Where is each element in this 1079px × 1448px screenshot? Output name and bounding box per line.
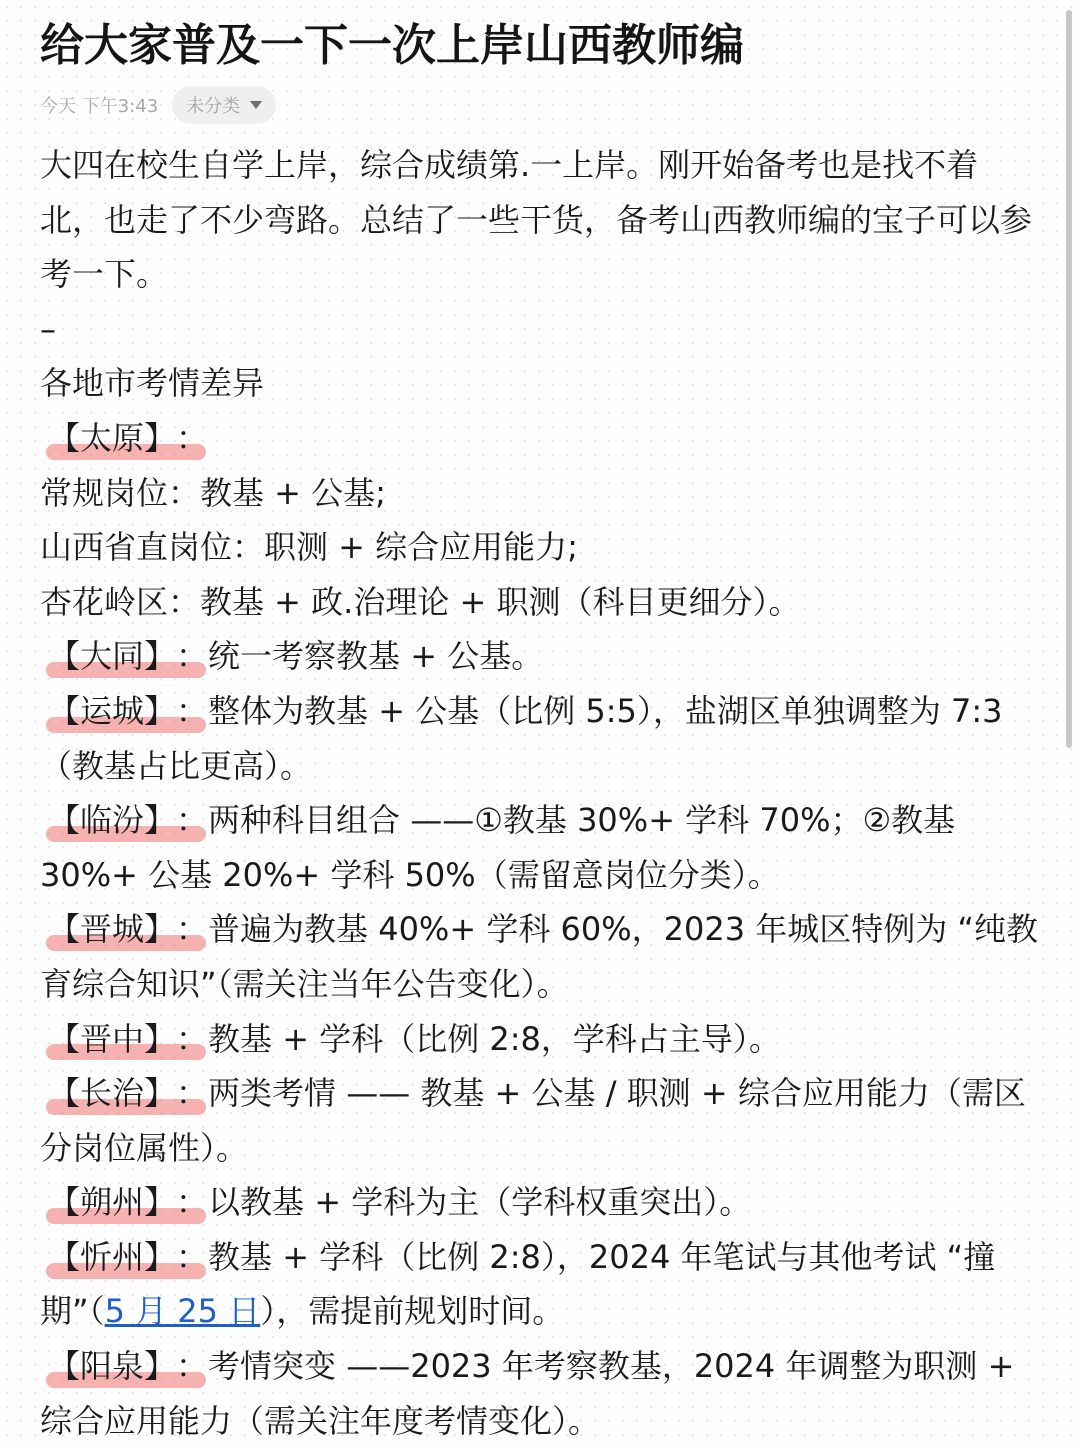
colon: ： bbox=[176, 418, 209, 457]
city-text-yuncheng: 整体为教基 + 公基（比例 5:5），盐湖区单独调整为 7:3（教基占比更高）。 bbox=[40, 691, 1003, 785]
city-text-changzhi: 两类考情 —— 教基 + 公基 / 职测 + 综合应用能力（需区分岗位属性）。 bbox=[40, 1074, 1026, 1167]
city-entry-shuozhou bbox=[40, 1175, 1040, 1230]
note-body[interactable] bbox=[40, 138, 1040, 1448]
city-text-shuozhou: 以教基 + 学科为主（学科权重突出）。 bbox=[208, 1183, 752, 1222]
colon: ： bbox=[176, 637, 209, 676]
city-text-datong: 统一考察教基 + 公基。 bbox=[208, 637, 544, 676]
colon: ： bbox=[176, 691, 209, 730]
city-label-xinzhou: 【忻州】 bbox=[48, 1230, 176, 1285]
city-text-yangquan: 考情突变 ——2023 年考察教基，2024 年调整为职测 + 综合应用能力（需关注年度考情变化）。 bbox=[40, 1347, 1015, 1440]
scrollbar[interactable] bbox=[1066, 10, 1072, 748]
colon: ： bbox=[176, 1237, 209, 1276]
city-entry-jinzhong bbox=[40, 1012, 1040, 1067]
city-text-linfen: 两种科目组合 ——①教基 30%+ 学科 70%；②教基 30%+ 公基 20%+ 学科 50%（需留意岗位分类）。 bbox=[40, 801, 956, 894]
taiyuan-line-3: 杏花岭区：教基 + 政.治理论 + 职测（科目更细分）。 bbox=[40, 582, 801, 621]
city-label-yuncheng: 【运城】 bbox=[48, 684, 176, 739]
note-meta bbox=[40, 86, 276, 124]
city-text-jincheng: 普遍为教基 40%+ 学科 60%，2023 年城区特例为 “纯教育综合知识”（需关注当年公告变化）。 bbox=[40, 910, 1038, 1003]
city-label-jincheng: 【晋城】 bbox=[48, 902, 176, 957]
colon: ： bbox=[176, 1074, 209, 1113]
colon: ： bbox=[176, 910, 209, 949]
city-text-xinzhou-end: ），需提前规划时间。 bbox=[260, 1292, 565, 1331]
category-dropdown[interactable] bbox=[172, 86, 276, 124]
taiyuan-line-1: 常规岗位：教基 + 公基; bbox=[40, 473, 386, 512]
city-label-yangquan: 【阳泉】 bbox=[48, 1339, 176, 1394]
city-label-linfen: 【临汾】 bbox=[48, 793, 176, 848]
colon: ： bbox=[176, 1347, 209, 1386]
city-entry-linfen bbox=[40, 793, 1040, 902]
city-entry-changzhi bbox=[40, 1066, 1040, 1175]
city-entry-yuncheng bbox=[40, 684, 1040, 793]
date-link[interactable]: 5 月 25 日 bbox=[104, 1292, 261, 1331]
city-label-shuozhou: 【朔州】 bbox=[48, 1175, 176, 1230]
note-title[interactable]: 给大家普及一下一次上岸山西教师编 bbox=[40, 20, 744, 71]
city-label-datong: 【大同】 bbox=[48, 629, 176, 684]
city-entry-yangquan bbox=[40, 1339, 1040, 1448]
colon: ： bbox=[176, 801, 209, 840]
city-text-jinzhong: 教基 + 学科（比例 2:8，学科占主导）。 bbox=[208, 1019, 781, 1058]
colon: ： bbox=[176, 1183, 209, 1222]
section-heading: 各地市考情差异 bbox=[40, 364, 265, 403]
city-label-taiyuan: 【太原】 bbox=[48, 411, 176, 466]
city-label-jinzhong: 【晋中】 bbox=[48, 1012, 176, 1067]
city-label-changzhi: 【长治】 bbox=[48, 1066, 176, 1121]
category-label: 未分类 bbox=[186, 96, 241, 117]
intro-paragraph: 大四在校生自学上岸，综合成绩第.一上岸。刚开始备考也是找不着北，也走了不少弯路。总结了一些干货，备考山西教师编的宝子可以参考一下。 bbox=[40, 146, 1033, 294]
taiyuan-line-2: 山西省直岗位：职测 + 综合应用能力; bbox=[40, 528, 578, 567]
separator-dash: – bbox=[40, 309, 56, 348]
city-entry-datong bbox=[40, 629, 1040, 684]
city-entry-taiyuan bbox=[40, 411, 1040, 466]
colon: ： bbox=[176, 1019, 209, 1058]
city-text-xinzhou: 教基 + 学科（比例 2:8），2024 年笔试与其他考试 “撞期”（ bbox=[40, 1237, 996, 1331]
chevron-down-icon bbox=[250, 101, 262, 109]
city-entry-xinzhou bbox=[40, 1230, 1040, 1339]
city-entry-jincheng bbox=[40, 902, 1040, 1011]
note-timestamp: 今天 下午3:43 bbox=[40, 96, 159, 117]
